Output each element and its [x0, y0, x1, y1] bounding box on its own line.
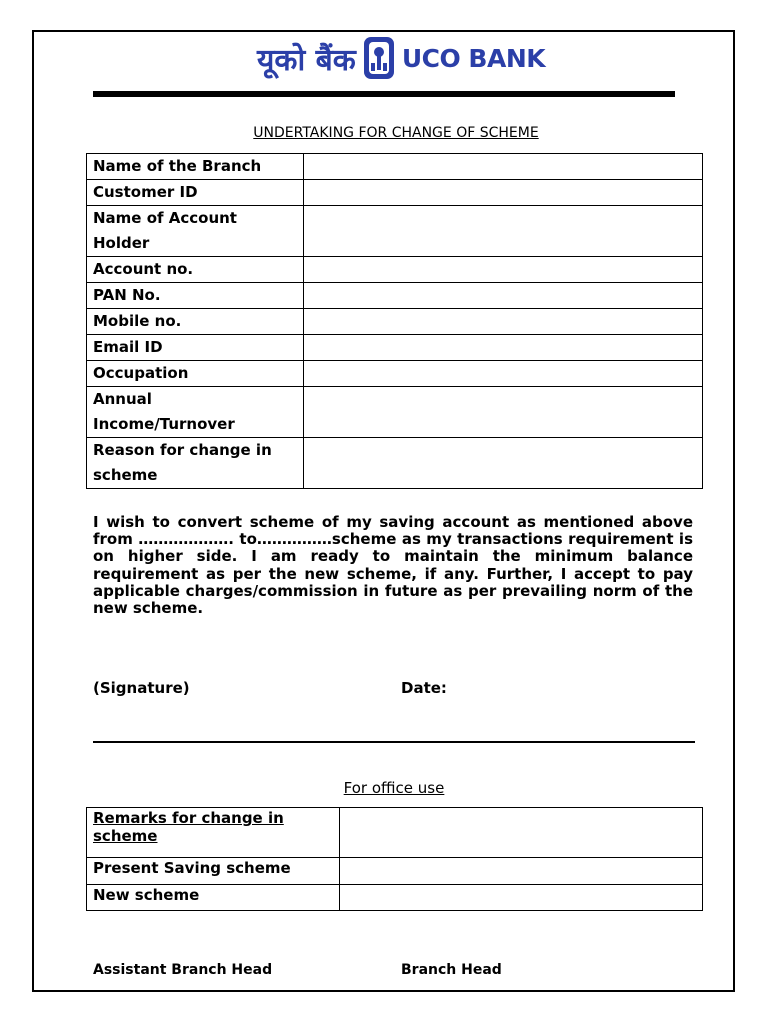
field-label: Occupation [87, 361, 304, 387]
table-row [87, 283, 703, 309]
field-value-cell[interactable] [304, 387, 703, 438]
customer-details-table [86, 153, 703, 489]
table-row [87, 387, 703, 438]
branch-head-label: Branch Head [401, 962, 502, 978]
office-field-value-cell[interactable] [340, 858, 703, 885]
field-value-cell[interactable] [304, 438, 703, 489]
table-row [87, 885, 703, 911]
field-value-cell[interactable] [304, 180, 703, 206]
field-label: Annual Income/Turnover [87, 387, 304, 438]
field-label: Name of Account Holder [87, 206, 304, 257]
office-field-label: Present Saving scheme [87, 858, 340, 885]
field-value-cell[interactable] [304, 257, 703, 283]
table-row [87, 257, 703, 283]
office-field-label: New scheme [87, 885, 340, 911]
table-row [87, 206, 703, 257]
field-label: Mobile no. [87, 309, 304, 335]
field-value-cell[interactable] [304, 361, 703, 387]
table-row [87, 309, 703, 335]
office-divider [93, 741, 695, 743]
assistant-branch-head-label: Assistant Branch Head [93, 962, 273, 978]
field-label: PAN No. [87, 283, 304, 309]
field-value-cell[interactable] [304, 154, 703, 180]
office-field-label: Remarks for change in scheme [87, 808, 340, 858]
field-label: Account no. [87, 257, 304, 283]
uco-bank-emblem-icon [362, 35, 396, 81]
table-row [87, 361, 703, 387]
date-label: Date: [401, 679, 447, 697]
table-row [87, 180, 703, 206]
table-row [87, 335, 703, 361]
field-label: Email ID [87, 335, 304, 361]
table-row [87, 858, 703, 885]
office-use-table [86, 807, 703, 911]
field-label: Customer ID [87, 180, 304, 206]
field-label: Name of the Branch [87, 154, 304, 180]
form-title: UNDERTAKING FOR CHANGE OF SCHEME [253, 125, 539, 141]
table-row [87, 154, 703, 180]
signature-label: (Signature) [93, 679, 190, 697]
header-divider [93, 91, 675, 97]
office-field-value-cell[interactable] [340, 808, 703, 858]
logo-english-text: UCO BANK [401, 43, 546, 73]
field-value-cell[interactable] [304, 206, 703, 257]
table-row [87, 808, 703, 858]
field-value-cell[interactable] [304, 309, 703, 335]
table-row [87, 438, 703, 489]
field-label: Reason for change in scheme [87, 438, 304, 489]
declaration-text: I wish to convert scheme of my saving account as mentioned above from ………………. to……………scheme as my transactions requirement is on higher side. I am ready to maintain the minimum balance requirement as per the new scheme, if any. Further, I accept to pay applicable charges/commission in future as per prevailing norm of the new scheme. [93, 513, 693, 618]
logo-hindi-text: यूको बैंक [257, 42, 356, 78]
bank-logo [257, 33, 545, 83]
office-field-value-cell[interactable] [340, 885, 703, 911]
office-use-title: For office use [343, 779, 445, 797]
field-value-cell[interactable] [304, 283, 703, 309]
field-value-cell[interactable] [304, 335, 703, 361]
